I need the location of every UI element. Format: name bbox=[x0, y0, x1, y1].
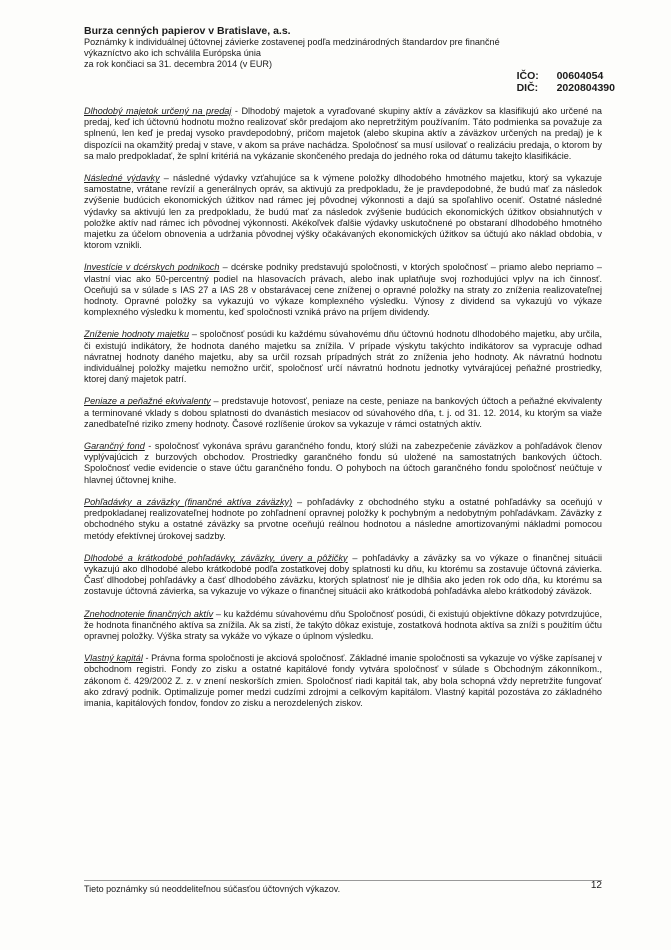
note-paragraph bbox=[84, 173, 602, 251]
header-line: Poznámky k individuálnej účtovnej závierke zostavenej podľa medzinárodných štandardov pre finančné bbox=[84, 37, 500, 47]
note-paragraph bbox=[84, 653, 602, 709]
note-paragraph bbox=[84, 396, 602, 430]
note-term: Pohľadávky a záväzky (finančné aktíva záväzky) bbox=[84, 496, 293, 507]
company-ids bbox=[517, 70, 615, 94]
note-term: Zníženie hodnoty majetku bbox=[84, 329, 190, 340]
note-text: - Dlhodobý majetok a vyraďované skupiny aktív a záväzkov sa klasifikujú ako určené na predaj, keď ich účtovnú hodnotu možno realizovať skôr predajom ako nepretržitým používaním. Táto podmienka sa považuje za splnenú, len keď je predaj vysoko pravdepodobný, pričom majetok (alebo skupina aktív a záväzkov určených na predaj) je k dispozícii na okamžitý predaj v stave, v akom sa práve nachádza. Spoločnosť sa musí usilovať o realizáciu predaja, o ktorom by sa malo predpokladať, že splní kritériá na vykázanie skončeného predaja do jedného roka od dátumu takejto klasifikácie. bbox=[84, 106, 602, 161]
ico-label: IČO: bbox=[516, 70, 539, 82]
note-text: – pohľadávky a záväzky sa vo výkaze o finančnej situácii vykazujú ako dlhodobé alebo krátkodobé podľa zostatkovej doby splatnosti ku dňu, ku ktorému sa zostavuje účtovná závierka. Časť dlhodobej pohľadávky a časť dlhodobého záväzku, ktorých splatnosť nie je dlhšia ako jeden rok odo dňa, ku ktorému sa zostavuje účtovná závierka, sa vykazuje vo výkaze o finančnej situácii ako krátkodobá pohľadávka alebo krátkodobý záväzok. bbox=[84, 552, 602, 597]
note-term: Garančný fond bbox=[84, 441, 145, 452]
note-paragraph bbox=[84, 497, 602, 542]
note-term: Dlhodobé a krátkodobé pohľadávky, záväzky, úvery a pôžičky bbox=[84, 552, 348, 563]
footer-divider bbox=[84, 880, 602, 881]
note-text: – následné výdavky vzťahujúce sa k výmene položky dlhodobého hmotného majetku, ktorý sa vykazuje samostatne, vrátane revízií a generálnych opráv, sa aktivujú za predpokladu, že je pravdepodobné, že budú mať za následok zvýšenie budúcich ekonomických úžitkov nad rámec jej pôvodnej výkonnosti a dajú sa spoľahlivo oceniť. Ostatné následné výdavky sa aktivujú len za predpokladu, že budú mať za následok zvýšenie budúcich ekonomických úžitkov obsiahnutých v položke aktív nad rámec ich pôvodnej výkonnosti. Akékoľvek ďalšie výdavky uskutočnené po obstaraní dlhodobého hmotného majetku za účelom obnovenia a udržania pôvodnej výšky očakávaných ekonomických úžitkov sa účtujú ako náklad obdobia, v ktorom vznikli. bbox=[84, 173, 603, 251]
note-term: Investície v dcérskych podnikoch bbox=[84, 262, 220, 273]
note-paragraph bbox=[84, 441, 602, 486]
company-name: Burza cenných papierov v Bratislave, a.s. bbox=[84, 25, 291, 37]
note-paragraph bbox=[84, 609, 602, 643]
note-text: - Právna forma spoločnosti je akciová spoločnosť. Základné imanie spoločnosti sa vykazuje vo výške zapísanej v obchodnom registri. Fondy zo zisku a ostatné kapitálové fondy vytvára spoločnosť v súlade s Obchodným zákonníkom., zákonom č. 429/2002 Z. z. v znení neskorších zmien. Spoločnosť riadi kapitál tak, aby bola schopná vždy nepretržite fungovať ako zdravý podnik. Optimalizuje pomer medzi cudzími zdrojmi a celkovým kapitálom. Vlastný kapitál pozostáva zo základného imania, kapitálových fondov, fondov zo zisku a nerozdelených ziskov. bbox=[84, 653, 602, 708]
note-term: Peniaze a peňažné ekvivalenty bbox=[84, 396, 211, 407]
dic-value: 2020804390 bbox=[556, 82, 615, 94]
note-term: Znehodnotenie finančných aktív bbox=[84, 608, 214, 619]
footer-note: Tieto poznámky sú neoddeliteľnou súčasťou účtovných výkazov. bbox=[84, 884, 341, 894]
note-text: - spoločnosť vykonáva správu garančného fondu, ktorý slúži na zabezpečenie záväzkov a pohľadávok členov vyplývajúcich z burzových obchodov. Prostriedky garančného fondu sú uložené na samostatných bankových účtoch. Spoločnosť vedie evidencie o stave účtu garančného fondu. O pohyboch na účtoch garančného fondu spoločnosť neúčtuje v hlavnej účtovnej knihe. bbox=[84, 441, 602, 485]
dic-label: DIČ: bbox=[516, 82, 539, 94]
note-text: – pohľadávky z obchodného styku a ostatné pohľadávky sa oceňujú v predpokladanej realizovateľnej hodnote po zohľadnení opravnej položky k pochybným a nedobytným pohľadávkam. Záväzky z obchodného styku a ostatné záväzky sa prvotne oceňujú reálnou hodnotou a následne amortizovanými nákladmi pomocou metódy efektívnej úrokovej sadzby. bbox=[84, 496, 603, 541]
note-text: – spoločnosť posúdi ku každému súvahovému dňu účtovnú hodnotu dlhodobého majetku, aby určila, či existujú indikátory, že hodnota daného majetku sa znížila. V prípade výskytu takýchto indikátorov sa vypracuje odhad návratnej hodnoty daného majetku, aby sa určil rozsah prípadných strát zo zníženia jeho hodnoty. Ak návratnú hodnotu individuálnej položky majetku nemožno určiť, spoločnosť určí návratnú hodnotu jednotky vytvárajúcej peňažné prostriedky, ktorej daný majetok patrí. bbox=[84, 329, 602, 385]
note-term: Dlhodobý majetok určený na predaj bbox=[84, 106, 232, 116]
ico-value: 00604054 bbox=[556, 70, 604, 82]
note-text: – predstavuje hotovosť, peniaze na ceste, peniaze na bankových účtoch a peňažné ekvivalenty a terminované vklady s dobou splatnosti do dvanástich mesiacov od súvahového dňa, t. j. od 31. 12. 2014, ku ktorým sa viaže zanedbateľné riziko zmeny hodnoty. Časové rozlíšenie úrokov sa vykazuje v rámci ostatných aktív. bbox=[84, 396, 602, 429]
page-header bbox=[84, 25, 604, 70]
note-text: – dcérske podniky predstavujú spoločnosti, v ktorých spoločnosť – priamo alebo nepriamo – vlastní viac ako 50-percentný podiel na hlasovacích právach, alebo inak uplatňuje svoj rozhodujúci vplyv na ich činnosť. Oceňujú sa v súlade s IAS 27 a IAS 28 v obstarávacej cene zníženej o opravné položky na straty zo zníženia realizovateľnej hodnoty. Opravné položky sa vykazujú vo výkaze komplexného výsledku. Výnosy z dividend sa vykazujú vo výkaze komplexného výsledku k momentu, keď spoločnosti vzniká právo na príjem dividendy. bbox=[84, 262, 602, 318]
note-text: – ku každému súvahovému dňu Spoločnosť posúdi, či existujú objektívne dôkazy potvrdzujúce, že hodnota finančného aktíva sa znížila. Ak sa zistí, že takýto dôkaz existuje, zostatková hodnota aktíva sa zníži s použitím účtu opravnej položky. Výška straty sa vykáže vo výkaze o úplnom výsledku. bbox=[84, 608, 602, 641]
note-paragraph bbox=[84, 553, 602, 598]
page-number: 12 bbox=[590, 880, 602, 891]
note-paragraph bbox=[84, 106, 602, 162]
note-paragraph bbox=[84, 329, 602, 385]
header-line: za rok končiaci sa 31. decembra 2014 (v EUR) bbox=[84, 59, 273, 69]
note-paragraph bbox=[84, 262, 602, 318]
note-term: Vlastný kapitál bbox=[84, 653, 143, 664]
notes-body bbox=[84, 106, 602, 720]
header-line: výkazníctvo ako ich schválila Európska únia bbox=[84, 48, 261, 58]
note-term: Následné výdavky bbox=[84, 173, 160, 184]
